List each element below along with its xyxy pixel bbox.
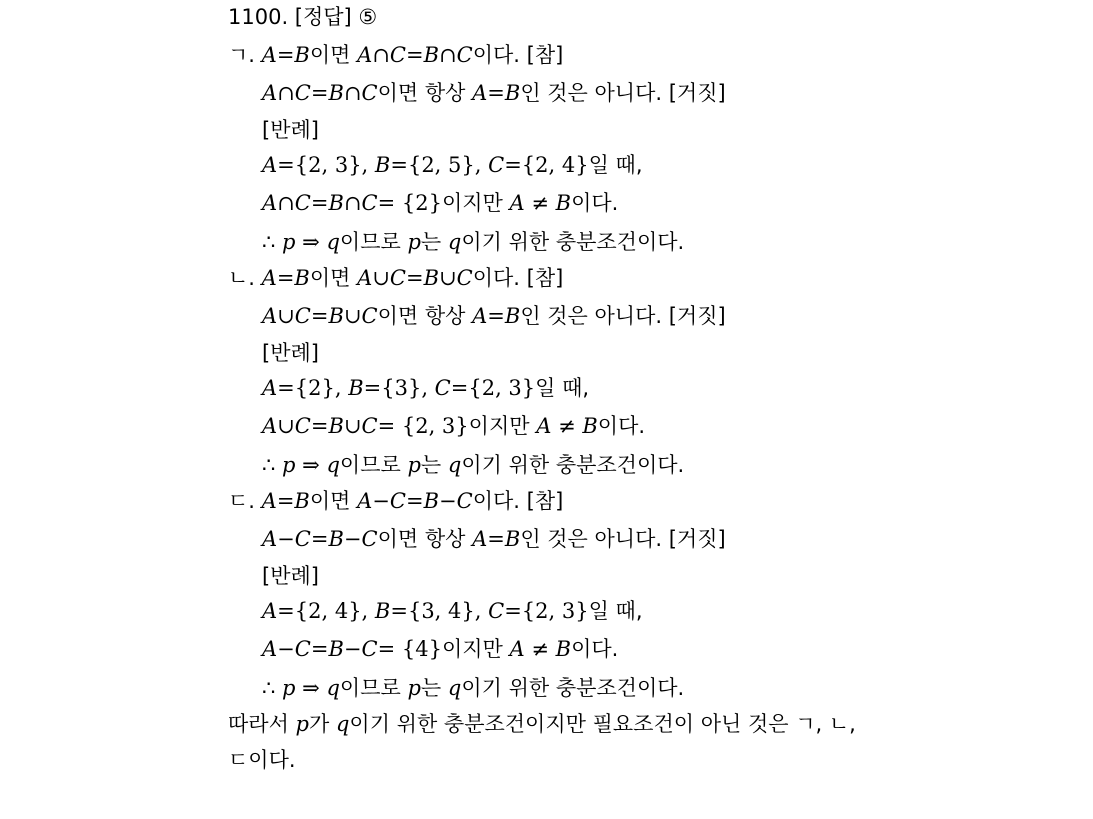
text-run: ㄷ. (228, 489, 262, 513)
math-variable: C (488, 599, 505, 623)
counterexample-label (262, 339, 319, 367)
math-variable: B (423, 43, 440, 67)
text-run: 이면 (309, 43, 358, 67)
math-symbol: ∩ (439, 43, 457, 67)
math-symbol: ∩ (372, 43, 390, 67)
math-variable: p (282, 230, 296, 254)
math-symbol: = (310, 414, 329, 438)
math-variable: A (536, 414, 552, 438)
text-run: 이다. (597, 414, 646, 438)
math-symbol: ∪ (439, 266, 457, 290)
text-run: 이지만 (441, 191, 510, 215)
conclusion-line (262, 228, 684, 256)
math-symbol: = (405, 43, 424, 67)
math-symbol: ={2, 4}, (277, 599, 375, 623)
math-symbol: ≠ (524, 637, 556, 661)
counterexample-sets (262, 597, 643, 625)
math-symbol: ∴ (262, 676, 283, 700)
math-variable: B (374, 599, 391, 623)
counterexample-result (262, 189, 618, 217)
math-variable: A (261, 266, 277, 290)
math-variable: B (328, 414, 344, 438)
text-run: 이므로 (339, 230, 408, 254)
math-symbol: ={2, 3} (450, 376, 536, 400)
counterexample-label (262, 562, 319, 590)
text-run: [반례] (262, 341, 319, 365)
math-symbol: = (487, 304, 505, 328)
math-variable: B (555, 637, 572, 661)
math-variable: A (262, 191, 278, 215)
math-symbol: = (310, 527, 329, 551)
math-variable: C (361, 527, 378, 551)
math-symbol: ={3, 4}, (390, 599, 489, 623)
converse-line (262, 302, 726, 330)
math-variable: A (262, 153, 278, 177)
math-symbol: = (487, 81, 505, 105)
math-variable: A (262, 376, 278, 400)
math-symbol: ∪ (343, 414, 362, 438)
text-run: 는 (420, 230, 448, 254)
math-variable: A (509, 637, 525, 661)
math-variable: B (328, 527, 344, 551)
math-variable: A (357, 43, 373, 67)
math-symbol: = (487, 527, 505, 551)
text-run: 이면 (309, 489, 358, 513)
math-variable: q (326, 230, 340, 254)
math-variable: p (282, 676, 296, 700)
math-variable: B (328, 81, 344, 105)
math-variable: A (472, 304, 488, 328)
math-symbol: ={2, 3}, (277, 153, 375, 177)
math-variable: q (447, 676, 462, 700)
counterexample-result (262, 412, 645, 440)
text-run: 이기 위한 충분조건이다. (461, 453, 685, 477)
math-symbol: ∪ (372, 266, 390, 290)
math-variable: p (407, 453, 421, 477)
math-symbol: − (343, 527, 362, 551)
math-variable: B (504, 527, 521, 551)
math-variable: C (434, 376, 451, 400)
text-run: 인 것은 아니다. [거짓] (520, 304, 726, 328)
text-run: 이면 항상 (377, 81, 473, 105)
math-symbol: ∩ (343, 191, 362, 215)
math-symbol: ={2, 4} (504, 153, 589, 177)
math-variable: B (423, 266, 440, 290)
math-symbol: = (276, 43, 295, 67)
statement-line (228, 41, 563, 69)
math-variable: A (261, 43, 277, 67)
math-variable: B (294, 266, 310, 290)
math-symbol: − (439, 489, 457, 513)
math-variable: C (456, 489, 473, 513)
text-run: ㄷ이다. (228, 748, 296, 772)
text-run: [반례] (262, 564, 319, 588)
text-run: 이면 항상 (377, 527, 473, 551)
math-variable: p (407, 230, 421, 254)
math-variable: A (262, 637, 278, 661)
math-symbol: = (276, 489, 295, 513)
math-variable: A (261, 489, 277, 513)
converse-line (262, 525, 726, 553)
math-symbol: = (405, 489, 424, 513)
counterexample-sets (262, 374, 589, 402)
math-symbol: = (310, 637, 329, 661)
text-run: 따라서 (228, 712, 296, 736)
math-symbol: = {2} (377, 191, 442, 215)
math-variable: A (472, 527, 488, 551)
math-symbol: = (276, 266, 295, 290)
math-symbol: ={3}, (363, 376, 435, 400)
math-variable: q (447, 230, 462, 254)
math-symbol: ∪ (277, 304, 295, 328)
math-symbol: ∪ (277, 414, 295, 438)
math-variable: A (357, 489, 373, 513)
text-run: 이면 항상 (377, 304, 473, 328)
math-symbol: − (277, 527, 295, 551)
math-symbol: ∪ (343, 304, 362, 328)
math-variable: C (294, 637, 311, 661)
text-run: ㄱ. (228, 43, 262, 67)
text-run: 이다. [참] (472, 489, 564, 513)
text-run: 이기 위한 충분조건이지만 필요조건이 아닌 것은 ㄱ, ㄴ, (349, 712, 856, 736)
final-conclusion-line-1 (228, 710, 856, 738)
math-variable: C (361, 304, 378, 328)
math-symbol: ∴ (262, 230, 283, 254)
math-variable: q (326, 676, 340, 700)
math-symbol: ≠ (524, 191, 556, 215)
counterexample-result (262, 635, 618, 663)
math-variable: B (294, 43, 310, 67)
statement-line (228, 264, 563, 292)
text-run: 일 때, (588, 153, 643, 177)
text-run: 이다. [참] (472, 43, 564, 67)
text-run: 가 (309, 712, 336, 736)
counterexample-sets (262, 151, 643, 179)
text-run: 이면 (309, 266, 358, 290)
math-variable: p (407, 676, 421, 700)
math-variable: B (348, 376, 364, 400)
text-run: 이지만 (441, 637, 510, 661)
math-variable: B (504, 81, 521, 105)
math-symbol: ⇒ (295, 230, 327, 254)
math-variable: C (361, 191, 378, 215)
math-symbol: ⇒ (295, 453, 327, 477)
math-symbol: − (343, 637, 362, 661)
math-variable: C (456, 266, 473, 290)
statement-line (228, 487, 563, 515)
math-variable: A (509, 191, 525, 215)
math-variable: A (262, 81, 278, 105)
math-variable: C (294, 81, 311, 105)
math-variable: A (262, 304, 278, 328)
math-variable: C (294, 527, 311, 551)
math-symbol: ={2, 3} (504, 599, 589, 623)
text-run: 이다. [참] (472, 266, 564, 290)
math-variable: B (582, 414, 598, 438)
math-variable: C (294, 304, 311, 328)
math-variable: C (361, 81, 378, 105)
math-symbol: ={2, 5}, (390, 153, 489, 177)
text-run: 일 때, (535, 376, 590, 400)
math-variable: p (282, 453, 296, 477)
conclusion-line (262, 674, 684, 702)
math-variable: B (328, 191, 344, 215)
text-run: 인 것은 아니다. [거짓] (520, 81, 726, 105)
math-variable: A (357, 266, 373, 290)
converse-line (262, 79, 726, 107)
text-run: 는 (420, 453, 448, 477)
math-symbol: = {2, 3} (377, 414, 469, 438)
math-variable: B (555, 191, 572, 215)
math-variable: q (326, 453, 340, 477)
math-variable: C (456, 43, 473, 67)
math-symbol: − (372, 489, 390, 513)
math-symbol: = (310, 81, 329, 105)
math-symbol: = (310, 304, 329, 328)
math-variable: B (328, 637, 344, 661)
math-variable: B (374, 153, 391, 177)
math-variable: B (504, 304, 521, 328)
math-variable: B (423, 489, 440, 513)
math-variable: C (488, 153, 505, 177)
math-symbol: ∩ (343, 81, 362, 105)
text-run: ㄴ. (228, 266, 262, 290)
text-run: 이다. (571, 191, 619, 215)
math-symbol: ={2}, (277, 376, 349, 400)
final-conclusion-line-2 (228, 746, 296, 774)
math-symbol: ∩ (277, 191, 295, 215)
math-variable: C (361, 637, 378, 661)
math-variable: A (262, 599, 278, 623)
text-run: 이므로 (339, 453, 408, 477)
math-variable: p (295, 712, 309, 736)
text-run: 이기 위한 충분조건이다. (461, 676, 685, 700)
text-run: 이다. (571, 637, 619, 661)
math-symbol: = (310, 191, 329, 215)
math-variable: C (389, 266, 406, 290)
math-symbol: ∩ (277, 81, 295, 105)
math-variable: A (262, 527, 278, 551)
math-symbol: ⇒ (295, 676, 327, 700)
math-variable: C (361, 414, 378, 438)
math-variable: C (294, 414, 311, 438)
math-variable: C (389, 43, 406, 67)
counterexample-label (262, 116, 319, 144)
text-run: 이므로 (339, 676, 408, 700)
text-run: [반례] (262, 118, 319, 142)
math-symbol: ≠ (551, 414, 583, 438)
math-variable: A (472, 81, 488, 105)
conclusion-line (262, 451, 684, 479)
text-run: 는 (420, 676, 448, 700)
text-run: 이기 위한 충분조건이다. (461, 230, 685, 254)
math-symbol: = (405, 266, 424, 290)
math-variable: C (294, 191, 311, 215)
math-variable: C (389, 489, 406, 513)
text-run: 이지만 (468, 414, 537, 438)
problem-header: 1100. [정답] ⑤ (228, 5, 378, 29)
math-variable: A (262, 414, 278, 438)
math-variable: q (335, 712, 350, 736)
text-run: 일 때, (588, 599, 643, 623)
math-variable: B (328, 304, 344, 328)
math-variable: B (294, 489, 310, 513)
math-symbol: − (277, 637, 295, 661)
math-symbol: ∴ (262, 453, 283, 477)
text-run: 인 것은 아니다. [거짓] (520, 527, 726, 551)
math-symbol: = {4} (377, 637, 442, 661)
math-variable: q (447, 453, 462, 477)
